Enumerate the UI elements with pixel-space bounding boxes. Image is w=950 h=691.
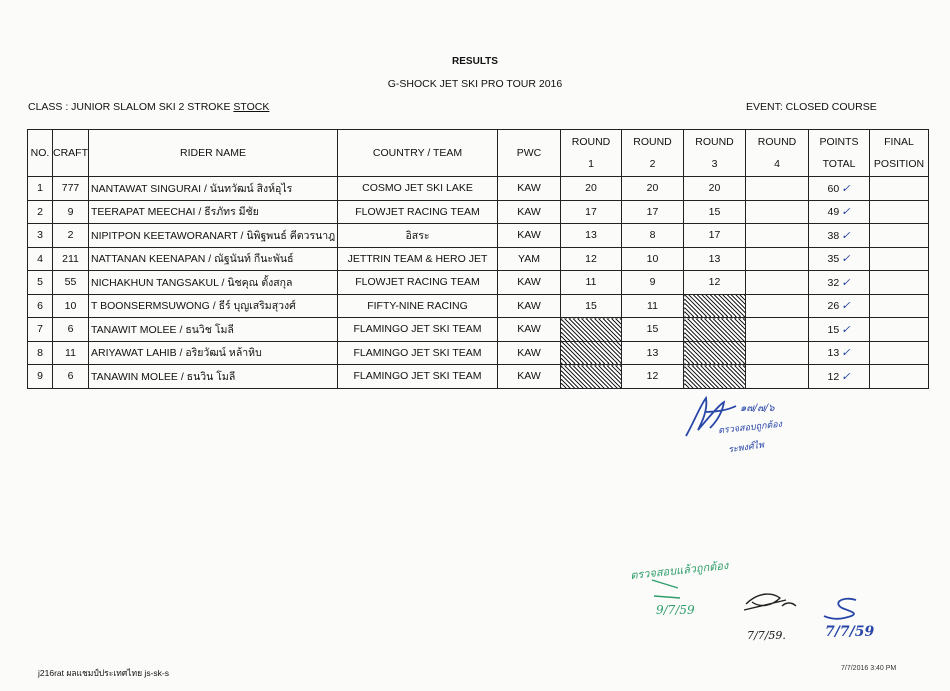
cell-pwc: KAW: [498, 200, 561, 224]
cell-rider: NICHAKHUN TANGSAKUL / นิชคุณ ตั้งสกุล: [89, 271, 338, 295]
cell-round-2: 8: [622, 224, 684, 248]
table-row: [28, 247, 929, 271]
cell-pwc: KAW: [498, 224, 561, 248]
cell-total: [809, 294, 870, 318]
cell-rider: TANAWIT MOLEE / ธนวิช โมลี: [89, 318, 338, 342]
cell-pwc: YAM: [498, 247, 561, 271]
cell-final-position: [870, 177, 929, 201]
check-mark-icon: ✓: [841, 323, 851, 336]
table-row: [28, 365, 929, 389]
cell-round-4: [746, 271, 809, 295]
event-subtitle: G-SHOCK JET SKI PRO TOUR 2016: [387, 78, 563, 90]
cell-team: FLAMINGO JET SKI TEAM: [338, 318, 498, 342]
cell-round-3-void: [684, 294, 746, 318]
cell-no: 8: [28, 341, 53, 365]
cell-craft: 55: [53, 271, 89, 295]
cell-round-1: 20: [561, 177, 622, 201]
header-points-total: POINTS TOTAL: [809, 130, 870, 177]
cell-total: [809, 341, 870, 365]
green-verification-note: ตรวจสอบแล้วถูกต้อง: [629, 558, 729, 583]
cell-round-3: 15: [684, 200, 746, 224]
cell-pwc: KAW: [498, 177, 561, 201]
class-label: [28, 101, 269, 113]
cell-round-2: 12: [622, 365, 684, 389]
cell-total: [809, 365, 870, 389]
cell-round-4: [746, 318, 809, 342]
cell-rider: T BOONSERMSUWONG / ธีร์ บุญเสริมสุวงศ์: [89, 294, 338, 318]
cell-craft: 11: [53, 341, 89, 365]
signature-note-2: ระพงศ์ไพ: [727, 440, 765, 456]
blue-signature-date: 7/7/59: [825, 624, 875, 640]
cell-pwc: KAW: [498, 294, 561, 318]
cell-team: FIFTY-NINE RACING: [338, 294, 498, 318]
cell-craft: 10: [53, 294, 89, 318]
total-value: 15: [827, 323, 840, 336]
green-date: 9/7/59: [656, 603, 695, 617]
header-country: COUNTRY / TEAM: [338, 130, 498, 177]
cell-final-position: [870, 365, 929, 389]
total-value: 13: [827, 347, 840, 360]
cell-round-1-void: [561, 365, 622, 389]
check-mark-icon: ✓: [841, 347, 851, 360]
cell-round-1-void: [561, 318, 622, 342]
cell-round-2: 9: [622, 271, 684, 295]
check-mark-icon: ✓: [841, 206, 851, 219]
green-signature-mark: [648, 576, 688, 602]
cell-final-position: [870, 318, 929, 342]
cell-rider: NIPITPON KEETAWORANART / นิพิฐพนธ์ คีตวรนาฎ: [89, 224, 338, 248]
print-timestamp: 7/7/2016 3:40 PM: [841, 665, 897, 672]
total-value: 35: [827, 253, 840, 266]
cell-final-position: [870, 341, 929, 365]
cell-round-1: 17: [561, 200, 622, 224]
signature-date: ๑๗/๗/๖: [740, 403, 775, 414]
cell-round-1: 12: [561, 247, 622, 271]
cell-round-2: 20: [622, 177, 684, 201]
cell-no: 7: [28, 318, 53, 342]
cell-craft: 211: [53, 247, 89, 271]
cell-round-2: 17: [622, 200, 684, 224]
cell-round-2: 10: [622, 247, 684, 271]
class-prefix: CLASS : JUNIOR SLALOM SKI 2 STROKE: [28, 101, 234, 113]
cell-round-3: 17: [684, 224, 746, 248]
cell-round-4: [746, 365, 809, 389]
cell-team: FLAMINGO JET SKI TEAM: [338, 341, 498, 365]
header-craft: CRAFT: [53, 130, 89, 177]
cell-no: 3: [28, 224, 53, 248]
class-stock: STOCK: [233, 101, 270, 113]
cell-round-4: [746, 200, 809, 224]
check-mark-icon: ✓: [841, 300, 851, 313]
cell-round-1-void: [561, 341, 622, 365]
results-table: [27, 129, 929, 389]
cell-team: FLOWJET RACING TEAM: [338, 200, 498, 224]
cell-no: 6: [28, 294, 53, 318]
cell-round-2: 15: [622, 318, 684, 342]
header-round-1: ROUND 1: [561, 130, 622, 177]
cell-craft: 2: [53, 224, 89, 248]
check-mark-icon: ✓: [841, 253, 851, 266]
table-row: [28, 341, 929, 365]
footer-code: j216rat ผลแชมป์ประเทศไทย js-sk-s: [38, 668, 169, 678]
cell-team: FLOWJET RACING TEAM: [338, 271, 498, 295]
header-round-3: ROUND 3: [684, 130, 746, 177]
cell-rider: TEERAPAT MEECHAI / ธีรภัทร มีชัย: [89, 200, 338, 224]
blue-signature: [822, 596, 874, 622]
cell-round-1: 11: [561, 271, 622, 295]
table-row: [28, 294, 929, 318]
cell-total: [809, 224, 870, 248]
table-row: [28, 224, 929, 248]
cell-final-position: [870, 247, 929, 271]
cell-round-4: [746, 247, 809, 271]
total-value: 38: [827, 229, 840, 242]
cell-no: 2: [28, 200, 53, 224]
cell-pwc: KAW: [498, 271, 561, 295]
check-mark-icon: ✓: [841, 370, 851, 383]
cell-round-4: [746, 341, 809, 365]
total-value: 49: [827, 206, 840, 219]
cell-round-3-void: [684, 318, 746, 342]
cell-round-3-void: [684, 341, 746, 365]
cell-round-3-void: [684, 365, 746, 389]
cell-rider: ARIYAWAT LAHIB / อริยวัฒน์ หล้าหิบ: [89, 341, 338, 365]
cell-final-position: [870, 294, 929, 318]
cell-rider: TANAWIN MOLEE / ธนวิน โมลี: [89, 365, 338, 389]
header-final-position: FINAL POSITION: [870, 130, 929, 177]
cell-pwc: KAW: [498, 341, 561, 365]
cell-round-3: 13: [684, 247, 746, 271]
cell-no: 1: [28, 177, 53, 201]
header-no: NO.: [28, 130, 53, 177]
total-value: 60: [827, 182, 840, 195]
cell-rider: NANTAWAT SINGURAI / นันทวัฒน์ สิงห์อุไร: [89, 177, 338, 201]
cell-no: 5: [28, 271, 53, 295]
cell-rider: NATTANAN KEENAPAN / ณัฐนันท์ กีนะพันธ์: [89, 247, 338, 271]
cell-round-2: 11: [622, 294, 684, 318]
cell-team: COSMO JET SKI LAKE: [338, 177, 498, 201]
cell-pwc: KAW: [498, 318, 561, 342]
cell-total: [809, 177, 870, 201]
cell-round-3: 20: [684, 177, 746, 201]
event-label: EVENT: CLOSED COURSE: [746, 101, 877, 113]
cell-round-4: [746, 224, 809, 248]
cell-no: 9: [28, 365, 53, 389]
total-value: 32: [827, 276, 840, 289]
cell-round-1: 15: [561, 294, 622, 318]
cell-team: JETTRIN TEAM & HERO JET: [338, 247, 498, 271]
document-title: RESULTS: [452, 56, 498, 67]
cell-round-3: 12: [684, 271, 746, 295]
cell-round-4: [746, 294, 809, 318]
table-header-row: [28, 130, 929, 177]
cell-pwc: KAW: [498, 365, 561, 389]
cell-final-position: [870, 271, 929, 295]
header-round-2: ROUND 2: [622, 130, 684, 177]
total-value: 12: [827, 370, 840, 383]
table-row: [28, 318, 929, 342]
inspector-date: 7/7/59.: [747, 629, 786, 642]
cell-craft: 9: [53, 200, 89, 224]
check-mark-icon: ✓: [841, 276, 851, 289]
cell-craft: 777: [53, 177, 89, 201]
cell-final-position: [870, 200, 929, 224]
table-row: [28, 271, 929, 295]
cell-total: [809, 318, 870, 342]
signature-note-1: ตรวจสอบถูกต้อง: [717, 419, 783, 437]
cell-team: FLAMINGO JET SKI TEAM: [338, 365, 498, 389]
check-mark-icon: ✓: [841, 229, 851, 242]
header-rider: RIDER NAME: [89, 130, 338, 177]
cell-round-4: [746, 177, 809, 201]
inspector-signature: [742, 588, 798, 614]
table-row: [28, 177, 929, 201]
cell-no: 4: [28, 247, 53, 271]
cell-craft: 6: [53, 365, 89, 389]
check-mark-icon: ✓: [841, 182, 851, 195]
cell-team: อิสระ: [338, 224, 498, 248]
total-value: 26: [827, 300, 840, 313]
cell-final-position: [870, 224, 929, 248]
cell-round-1: 13: [561, 224, 622, 248]
cell-round-2: 13: [622, 341, 684, 365]
table-row: [28, 200, 929, 224]
cell-total: [809, 247, 870, 271]
cell-craft: 6: [53, 318, 89, 342]
header-round-4: ROUND 4: [746, 130, 809, 177]
cell-total: [809, 271, 870, 295]
cell-total: [809, 200, 870, 224]
header-pwc: PWC: [498, 130, 561, 177]
